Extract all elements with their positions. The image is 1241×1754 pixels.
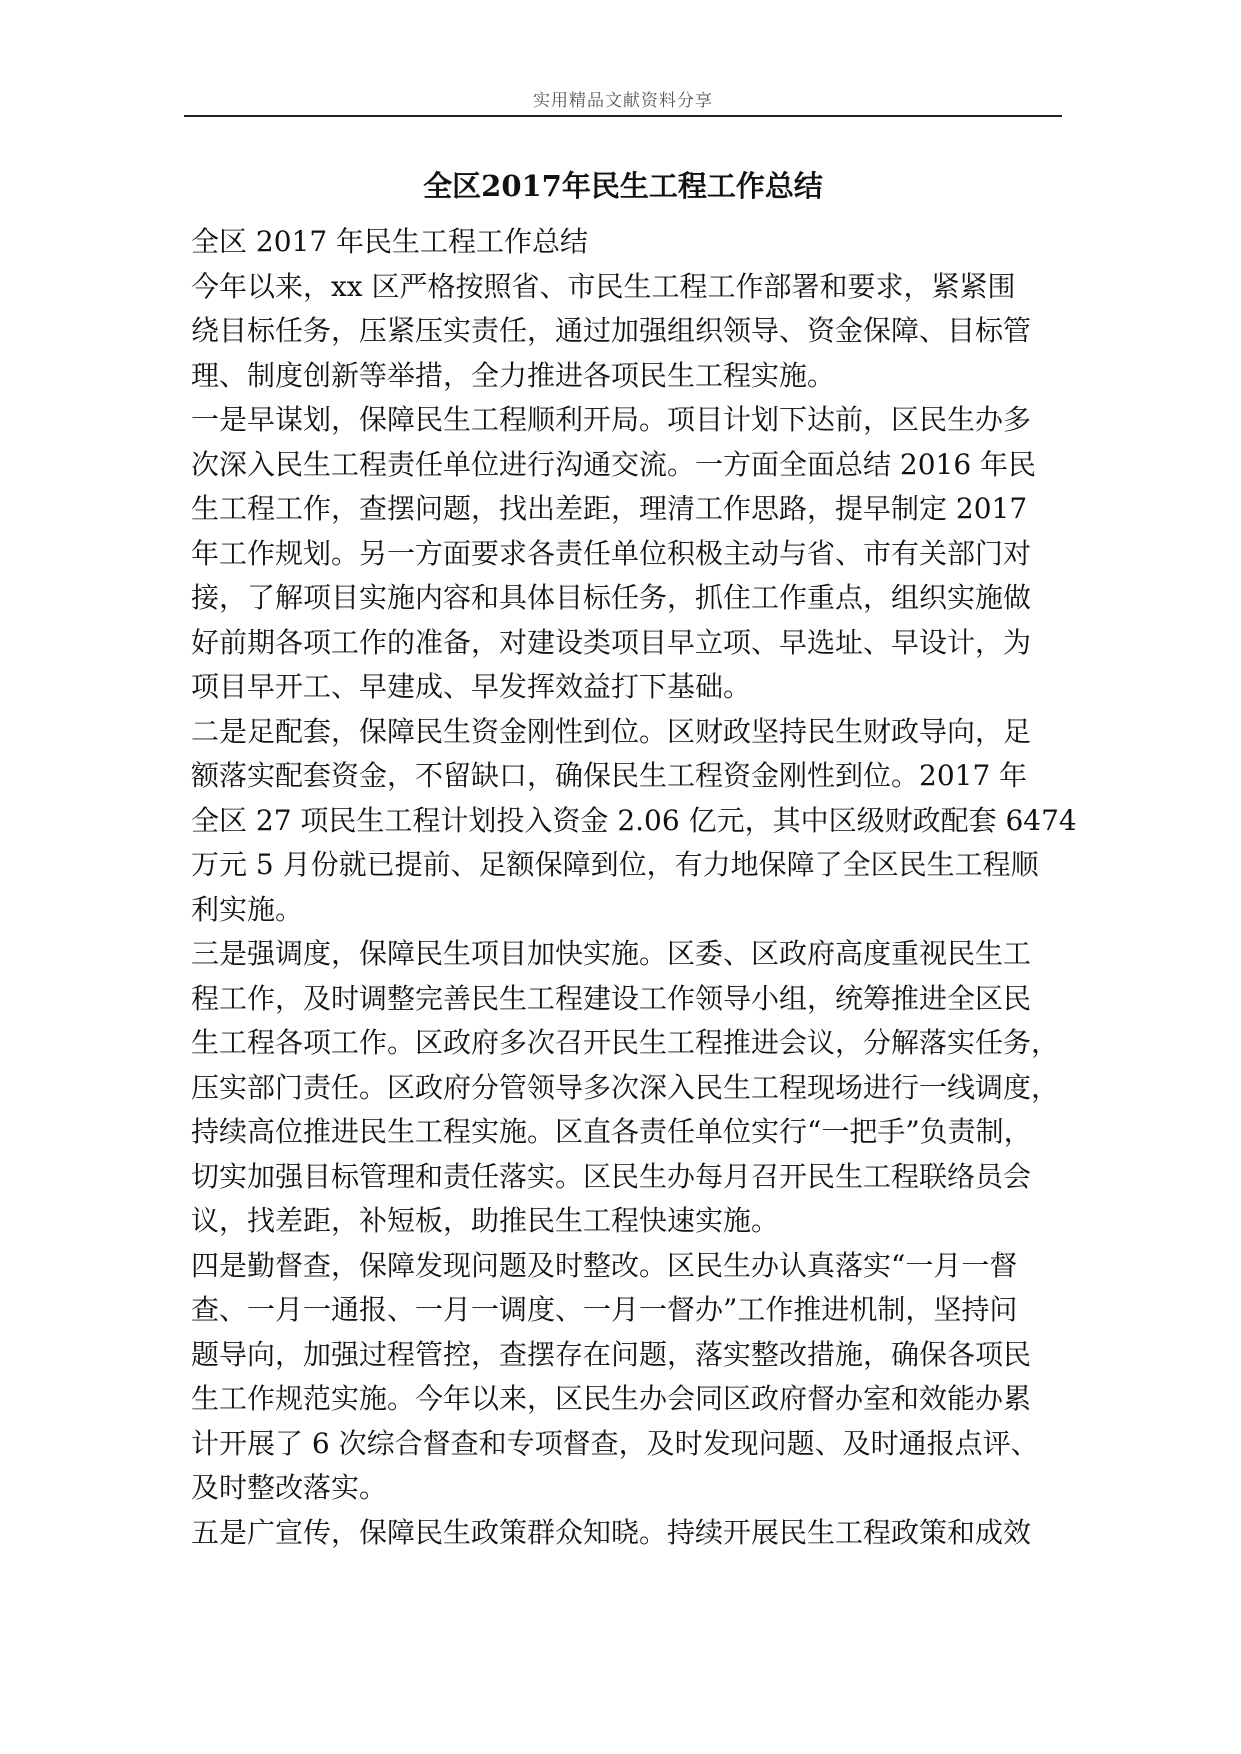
body-line: 绕目标任务，压紧压实责任，通过加强组织领导、资金保障、目标管 [191,314,1032,347]
document-title: 全区2017年民生工程工作总结 [423,169,823,203]
body-line: 项目早开工、早建成、早发挥效益打下基础。 [191,670,752,703]
body-line: 程工作，及时调整完善民生工程建设工作领导小组，统筹推进全区民 [191,981,1032,1015]
document-body [191,220,1077,1555]
body-line: 好前期各项工作的准备，对建设类项目早立项、早选址、早设计，为 [191,625,1032,659]
body-line: 议，找差距，补短板，助推民生工程快速实施。 [191,1204,780,1237]
body-line: 生工程各项工作。区政府多次召开民生工程推进会议，分解落实任务， [191,1026,1060,1059]
body-line: 接，了解项目实施内容和具体目标任务，抓住工作重点，组织实施做 [191,581,1032,614]
body-line: 查、一月一通报、一月一调度、一月一督办”工作推进机制，坚持问 [191,1293,1018,1326]
body-line: 三是强调度，保障民生项目加快实施。区委、区政府高度重视民生工 [191,937,1032,970]
body-line: 年工作规划。另一方面要求各责任单位积极主动与省、市有关部门对 [191,536,1032,570]
body-line: 生工程工作，查摆问题，找出差距，理清工作思路，提早制定 2017 [191,492,1028,525]
body-line: 五是广宣传，保障民生政策群众知晓。持续开展民生工程政策和成效 [191,1515,1032,1549]
body-line: 全区 27 项民生工程计划投入资金 2.06 亿元，其中区级财政配套 6474 [191,803,1077,837]
body-line: 生工作规范实施。今年以来，区民生办会同区政府督办室和效能办累 [191,1382,1032,1415]
header-rule [184,115,1062,117]
body-line: 切实加强目标管理和责任落实。区民生办每月召开民生工程联络员会 [191,1159,1032,1193]
page-header: 实用精品文献资料分享 [533,91,713,111]
body-line: 持续高位推进民生工程实施。区直各责任单位实行“一把手”负责制， [191,1115,1032,1148]
body-line: 利实施。 [191,892,304,926]
body-line: 全区 2017 年民生工程工作总结 [191,225,589,258]
body-line: 次深入民生工程责任单位进行沟通交流。一方面全面总结 2016 年民 [191,447,1037,481]
body-line: 二是足配套，保障民生资金刚性到位。区财政坚持民生财政导向，足 [191,714,1032,748]
body-line: 一是早谋划，保障民生工程顺利开局。项目计划下达前，区民生办多 [191,403,1032,436]
body-line: 额落实配套资金，不留缺口，确保民生工程资金刚性到位。2017 年 [191,759,1028,792]
body-line: 及时整改落实。 [191,1471,388,1504]
body-line: 计开展了 6 次综合督查和专项督查，及时发现问题、及时通报点评、 [191,1426,1039,1460]
body-line: 今年以来，xx 区严格按照省、市民生工程工作部署和要求，紧紧围 [191,269,1016,303]
body-line: 题导向，加强过程管控，查摆存在问题，落实整改措施，确保各项民 [191,1337,1032,1371]
body-line: 万元 5 月份就已提前、足额保障到位，有力地保障了全区民生工程顺 [191,848,1039,881]
body-line: 压实部门责任。区政府分管领导多次深入民生工程现场进行一线调度， [191,1070,1060,1104]
body-line: 理、制度创新等举措，全力推进各项民生工程实施。 [191,358,836,392]
body-line: 四是勤督查，保障发现问题及时整改。区民生办认真落实“一月一督 [191,1248,1018,1282]
